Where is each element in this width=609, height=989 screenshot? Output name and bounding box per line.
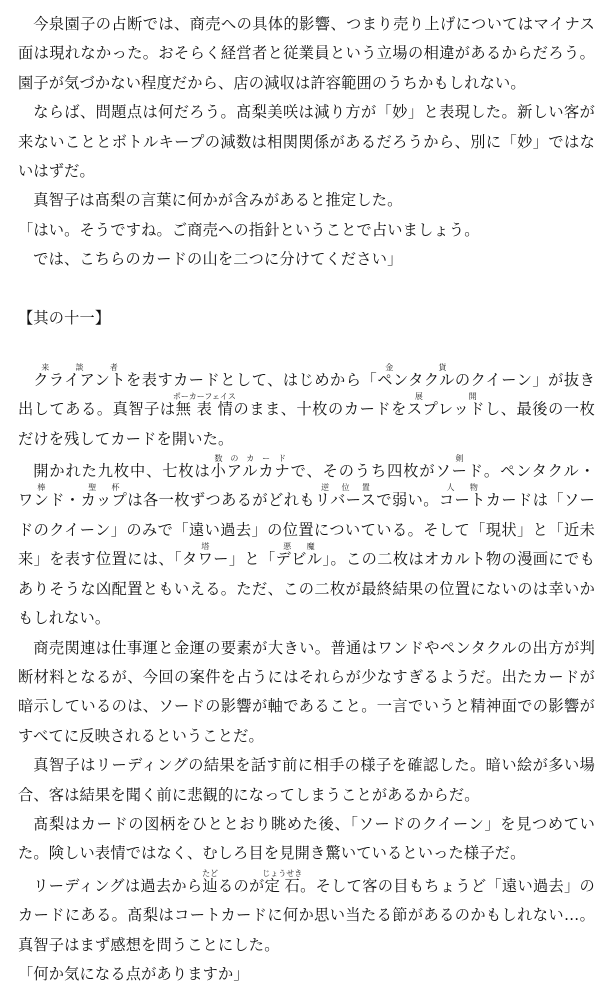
ruby-devil: デビル悪魔 [275,542,323,569]
dialogue-line-3: 「何か気になる点がありますか」 [18,964,249,983]
section-heading: 【其の十一】 [18,309,111,328]
paragraph-1: 今泉園子の占断では、商売への具体的影響、つまり売り上げについてはマイナス面は現れなかった。おそらく経営者と従業員という立場の相違があるからだろう。園子が気づかない程度だから、店の減収は許容範囲のうちかもしれない。 [18,15,595,92]
ruby-wand: ワンド棒 [18,483,65,510]
blank-line [18,333,595,362]
paragraph-9: リーディングは過去から辿たどるのが定石じょうせき。そして客の目もちょうど「遠い過去」のカードにある。髙梨はコートカードに何か思い当たる節があるのかもしれない…。真智子はまず感想を問うことにした。 [18,868,595,954]
ruby-tower: タワー塔 [182,542,229,569]
ruby-pentacle: ペンタクル金貨 [377,362,455,389]
paragraph-8: 髙梨はカードの図柄をひととおり眺めた後、「ソードのクイーン」を見つめていた。険しい表情ではなく、むしろ目を見開き驚いているといった様子だ。 [18,814,595,863]
blank-line [18,275,595,304]
ruby-spread: スプレッド展開 [406,392,485,419]
ruby-reverse: リバース逆位置 [314,483,377,510]
ruby-joseki: 定石じょうせき [262,868,303,895]
paragraph-2: ならば、問題点は何だろう。髙梨美咲は減り方が「妙」と表現した。新しい客が来ないこととボトルキープの減数は相関関係があるだろうから、別に「妙」ではないはずだ。 [18,103,595,181]
ruby-pokerface: 無表情ポーカーフェイス [172,392,236,419]
ruby-minor-arcana: 小アルカナ数のカード [210,454,291,481]
paragraph-7: 真智子はリーディングの結果を話す前に相手の様子を確認した。暗い絵が多い場合、客は結果を聞く前に悲観的になってしまうことがあるからだ。 [18,756,595,804]
paragraph-6: 商売関連は仕事運と金運の要素が大きい。普通はワンドやペンタクルの出方が判断材料となるが、今回の案件を占うにはそれらが少なすぎるようだ。出たカードが暗示しているのは、ソードの影響が軸であること。一言でいうと精神面での影響がすべてに反映されるということだ。 [18,638,595,745]
ruby-client: クライアント来談者 [33,362,127,389]
paragraph-3: 真智子は髙梨の言葉に何かが含みがあると推定した。 [33,191,403,210]
ruby-cup: カップ聖杯 [80,483,128,510]
ruby-sword: ソード剣 [435,454,484,481]
paragraph-4: クライアント来談者を表すカードとして、はじめから「ペンタクル金貨のクイーン」が抜き出してある。真智子は無表情ポーカーフェイスのまま、十枚のカードをスプレッド展開し、最後の一枚だけを残してカードを開いた。 [18,362,595,448]
dialogue-line-2: では、こちらのカードの山を二つに分けてください」 [33,250,403,269]
dialogue-line-1: 「はい。そうですね。ご商売への指針ということで占いましょう。 [18,220,480,239]
paragraph-5: 開かれた九枚中、七枚は小アルカナ数のカードで、そのうち四枚がソード剣。ペンタクル・ワンド棒・カップ聖杯は各一枚ずつあるがどれもリバース逆位置で弱い。コート人物カードは「ソードのクイーン」のみで「遠い過去」の位置についている。そして「現状」と「近未来」を表す位置には、「タワー塔」と「デビル悪魔」。この二枚はオカルト物の漫画にでもありそうな凶配置ともいえる。ただ、この二枚が最終結果の位置にないのは幸いかもしれない。 [18,454,595,628]
ruby-tadoru: 辿たど [202,868,219,895]
ruby-court: コート人物 [438,483,486,510]
